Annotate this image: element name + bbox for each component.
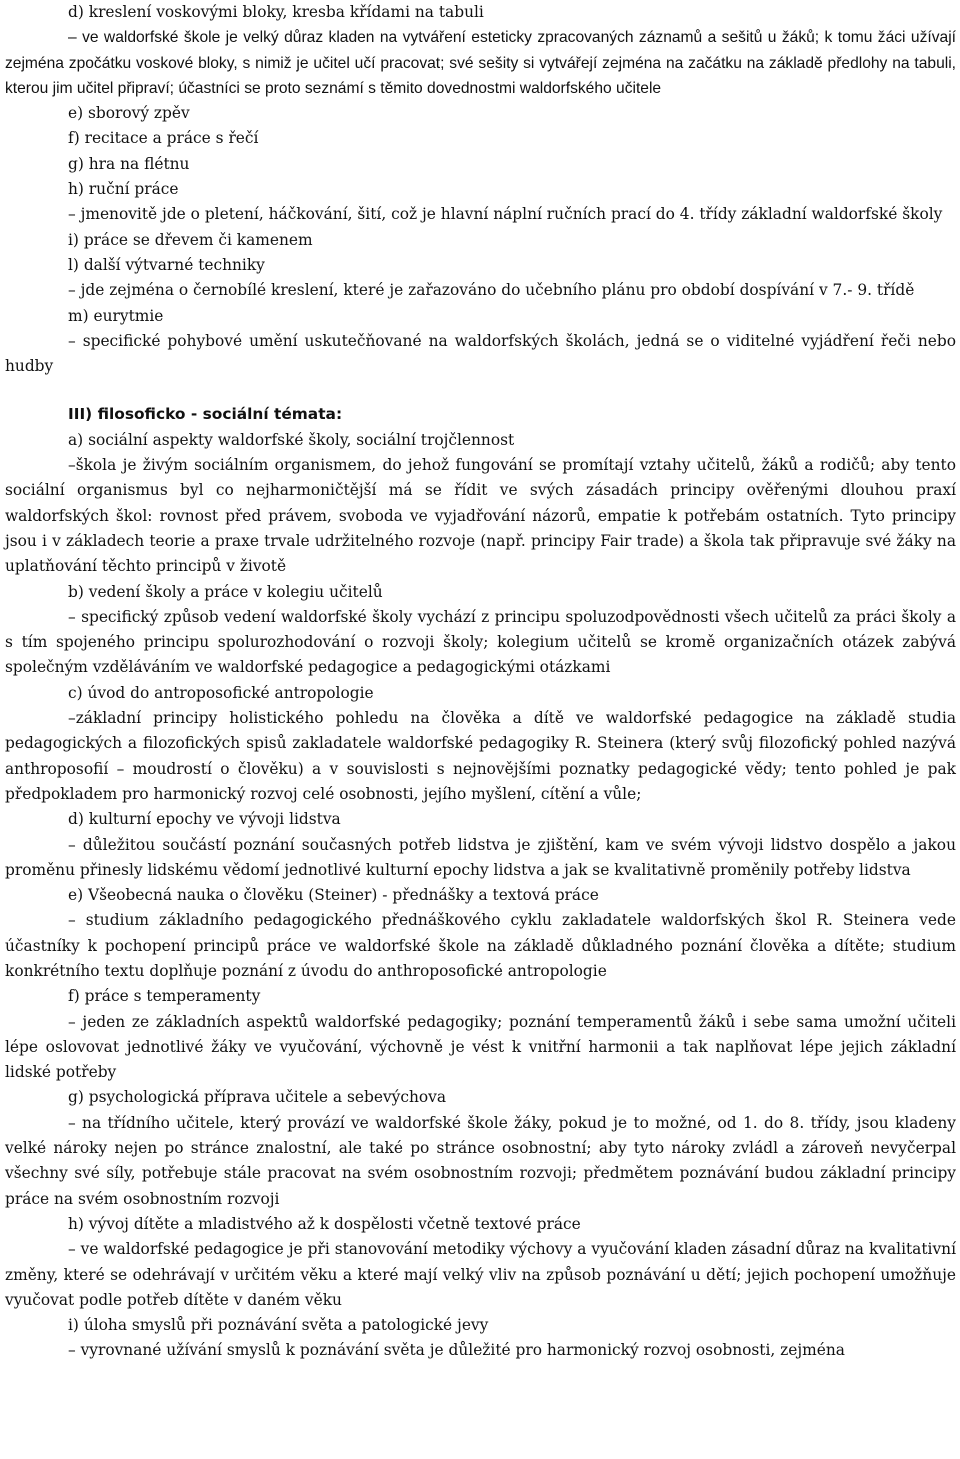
section-item-text: – studium základního pedagogického přednáškového cyklu zakladatele waldorfských škol R. Steinera vede účastníky k pochopení principů práce ve waldorfské škole na základě důkladného poznání člověka a dítěte; studium konkrétního textu doplňuje poznání z úvodu do anthroposofické antropologie — [5, 911, 956, 980]
section-item-title: a) sociální aspekty waldorfské školy, sociální trojčlennost — [68, 430, 515, 449]
section-heading: III) filosoficko - sociální témata: — [68, 405, 343, 424]
item-h-text: – jmenovitě jde o pletení, háčkování, šití, což je hlavní náplní ručních prací do 4. třídy základní waldorfské školy — [68, 205, 943, 224]
item-l-title: l) další výtvarné techniky — [68, 255, 265, 274]
item-i-title: i) práce se dřevem či kamenem — [68, 230, 313, 249]
section-item-title: c) úvod do antroposofické antropologie — [68, 683, 374, 702]
section-items — [5, 428, 956, 1364]
section-item-text: – na třídního učitele, který provází ve waldorfské škole žáky, pokud je to možné, od 1. do 8. třídy, jsou kladeny velké nároky nejen po stránce znalostní, ale také po stránce osobnostní; aby tyto nároky zvládl a zároveň nevyčerpal všechny své síly, potřebuje stále pracovat na svém osobnostním rozvoji; předmětem poznávání budou základní principy práce na svém osobnostním rozvoji — [5, 1113, 956, 1208]
section-item-title: f) práce s temperamenty — [68, 987, 261, 1006]
item-g-title: g) hra na flétnu — [68, 154, 190, 173]
section-item-title: h) vývoj dítěte a mladistvého až k dospělosti včetně textové práce — [68, 1214, 581, 1233]
item-l-text: – jde zejména o černobílé kreslení, které je zařazováno do učebního plánu pro období dospívání v 7.- 9. třídě — [68, 281, 915, 300]
item-m-text: – specifické pohybové umění uskutečňované na waldorfských školách, jedná se o viditelné vyjádření řeči nebo hudby — [5, 331, 956, 376]
section-item-title: g) psychologická příprava učitele a sebevýchova — [68, 1088, 447, 1107]
section-item-title: e) Všeobecná nauka o člověku (Steiner) - přednášky a textová práce — [68, 886, 599, 905]
item-m-title: m) eurytmie — [68, 306, 164, 325]
section-item-text: –základní principy holistického pohledu na člověka a dítě ve waldorfské pedagogice na základě studia pedagogických a filozofických spisů zakladatele waldorfské pedagogiky R. Steinera (který svůj filozofický pohled nazývá anthroposofií – moudrostí o člověku) a v souvislosti s nejnovějšími poznatky pedagogické vědy; tento pohled je pak předpokladem pro harmonický rozvoj celé osobnosti, jejího myšlení, cítění a vůle; — [5, 709, 956, 803]
item-e-title: e) sborový zpěv — [68, 104, 190, 123]
section-item-text: – důležitou součástí poznání současných potřeb lidstva je zjištění, kam ve svém vývoji lidstvo dospělo a jakou proměnu přinesly lidskému vědomí jednotlivé kulturní epochy lidstva a jak se kvalitativně proměnily potřeby lidstva — [5, 835, 956, 879]
item-h-title: h) ruční práce — [68, 180, 179, 199]
section-item-title: i) úloha smyslů při poznávání světa a patologické jevy — [68, 1316, 489, 1335]
item-d-text: – ve waldorfské škole je velký důraz kladen na vytváření esteticky zpracovaných záznamů a sešitů u žáků; k tomu žáci užívají zejména zpočátku voskové bloky, s nimiž je učitel učí pracovat; své sešity si vytvářejí zejména na začátku na základě předlohy na tabuli, kterou jim učitel připraví; účastníci se proto seznámí s těmito dovednostmi waldorfského učitele — [5, 29, 956, 97]
section-item-title: b) vedení školy a práce v kolegiu učitelů — [68, 582, 383, 601]
section-item-title: d) kulturní epochy ve vývoji lidstva — [68, 810, 341, 829]
section-item-text: –škola je živým sociálním organismem, do jehož fungování se promítají vztahy učitelů, žáků a rodičů; aby tento sociální organismus byl co nejharmoničtější má se řídit ve svých zásadách principy ověřenými dlouhou praxí waldorfských škol: rovnost před právem, svoboda ve vyjadřování názorů, empatie k potřebám ostatních. Tyto principy jsou i v základech teorie a praxe trvale udržitelného rozvoje (např. principy Fair trade) a škola tak připravuje své žáky na uplatňování těchto principů v životě — [5, 456, 956, 576]
item-f-title: f) recitace a práce s řečí — [68, 129, 259, 148]
item-d-title: d) kreslení voskovými bloky, kresba křídami na tabuli — [68, 3, 484, 21]
section-item-text: – vyrovnané užívání smyslů k poznávání světa je důležité pro harmonický rozvoj osobnosti, zejména — [68, 1341, 845, 1360]
section-item-text: – specifický způsob vedení waldorfské školy vychází z principu spoluzodpovědnosti všech učitelů za práci školy a s tím spojeného principu spolurozhodování o rozvoji školy; kolegium učitelů se kromě organizačních otázek zabývá společným vzděláváním ve waldorfské pedagogice a pedagogickými otázkami — [5, 607, 956, 677]
section-item-text: – jeden ze základních aspektů waldorfské pedagogiky; poznání temperamentů žáků i sebe sama umožní učiteli lépe oslovovat jednotlivé žáky ve vyučování, výchovně je vést k vnitřní harmonii a tak naplňovat lépe jejich základní lidské potřeby — [5, 1012, 956, 1082]
section-item-text: – ve waldorfské pedagogice je při stanovování metodiky výchovy a vyučování kladen zásadní důraz na kvalitativní změny, které se odehrávají v určitém věku a které mají velký vliv na způsob poznávání u dětí; jejich pochopení umožňuje vyučovat podle potřeb dítěte v daném věku — [5, 1240, 956, 1309]
